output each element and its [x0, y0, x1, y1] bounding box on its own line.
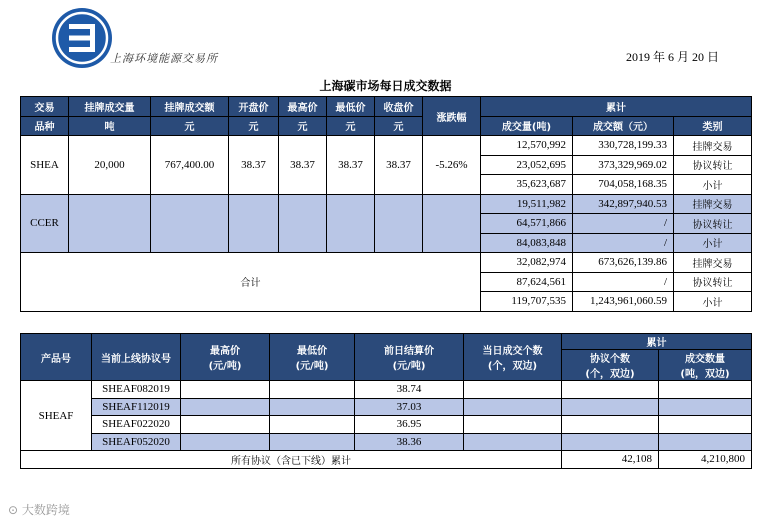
table-cell: 协议转让: [674, 272, 752, 292]
col-header-line: 最高价: [210, 346, 240, 357]
table-cell: 挂牌交易: [674, 194, 752, 214]
table-cell: [464, 433, 562, 451]
col-header: 最低价: [327, 97, 375, 117]
table-cell: 119,707,535: [481, 292, 573, 312]
table-cell: 87,624,561: [481, 272, 573, 292]
table-cell: 330,728,199.33: [573, 136, 674, 156]
table-cell: [279, 194, 327, 253]
table-cell: [659, 433, 752, 451]
table-cell: [270, 398, 355, 416]
table-cell: [69, 194, 151, 253]
table-cell: SHEAF082019: [92, 381, 181, 399]
table-cell: 小计: [674, 233, 752, 253]
col-header: [464, 334, 562, 381]
watermark-text: 大数跨境: [21, 503, 70, 517]
table-cell: [464, 416, 562, 434]
col-header: [562, 350, 659, 381]
table-cell: [659, 416, 752, 434]
table-cell: 38.36: [355, 433, 464, 451]
col-header: 元: [327, 116, 375, 136]
page-title: 上海碳市场每日成交数据: [319, 79, 452, 93]
col-header-line: (吨，双边): [680, 369, 730, 380]
table-row: [21, 416, 752, 434]
table-cell: 挂牌交易: [674, 253, 752, 273]
table-cell: [181, 398, 270, 416]
col-header-line: 协议个数: [590, 354, 630, 365]
table-cell: 64,571,866: [481, 214, 573, 234]
table-cell: 42,108: [562, 451, 659, 469]
col-header-line: (个，双边): [585, 369, 635, 380]
col-header: 挂牌成交量: [69, 97, 151, 117]
table-cell: /: [573, 272, 674, 292]
table-cell: [270, 381, 355, 399]
col-header: 开盘价: [229, 97, 279, 117]
col-header: 当前上线协议号: [92, 334, 181, 381]
col-header: [355, 334, 464, 381]
col-header: 成交量(吨): [481, 116, 573, 136]
col-header-line: (元/吨): [392, 361, 426, 372]
table-cell: SHEAF052020: [92, 433, 181, 451]
col-header: 品种: [21, 116, 69, 136]
col-header-line: 当日成交个数: [482, 346, 543, 357]
table-cell: [229, 194, 279, 253]
col-header: 累计: [481, 97, 752, 117]
col-header: [270, 334, 355, 381]
table-cell: [151, 194, 229, 253]
col-header: 元: [279, 116, 327, 136]
footer-label: 所有协议（含已下线）累计: [21, 451, 562, 469]
table-header-row: [21, 97, 752, 117]
col-header: [659, 350, 752, 381]
table-row: [21, 398, 752, 416]
total-label: 合计: [21, 253, 481, 312]
col-header: 元: [151, 116, 229, 136]
col-header: 成交额（元）: [573, 116, 674, 136]
table-cell: /: [573, 233, 674, 253]
table-cell: 协议转让: [674, 214, 752, 234]
table-cell: [562, 433, 659, 451]
table-row: [21, 381, 752, 399]
col-header-line: 最低价: [297, 346, 327, 357]
table-cell: 挂牌交易: [674, 136, 752, 156]
table-cell: [464, 381, 562, 399]
table-row: [21, 194, 752, 214]
table-header-row: [21, 334, 752, 350]
table-cell: 704,058,168.35: [573, 175, 674, 195]
table-cell: /: [573, 214, 674, 234]
product-cell: CCER: [21, 194, 69, 253]
table-row: [21, 253, 752, 273]
table-cell: [562, 398, 659, 416]
exchange-logo-icon: [51, 7, 113, 69]
table-cell: [181, 433, 270, 451]
col-header-line: (元/吨): [208, 361, 242, 372]
table-cell: 12,570,992: [481, 136, 573, 156]
table-cell: 38.37: [229, 136, 279, 195]
table-row: [21, 451, 752, 469]
table-cell: 373,329,969.02: [573, 155, 674, 175]
table-cell: 小计: [674, 292, 752, 312]
col-header: 收盘价: [375, 97, 423, 117]
table-cell: 协议转让: [674, 155, 752, 175]
table-cell: 36.95: [355, 416, 464, 434]
table-cell: 23,052,695: [481, 155, 573, 175]
col-header-line: 成交数量: [685, 354, 725, 365]
watermark: [8, 501, 70, 518]
table-cell: 38.37: [279, 136, 327, 195]
table-row: [21, 433, 752, 451]
table-cell: [181, 416, 270, 434]
table-cell: [270, 416, 355, 434]
col-header-line: 前日结算价: [384, 346, 434, 357]
table-cell: [270, 433, 355, 451]
table-cell: [659, 398, 752, 416]
col-header: 元: [375, 116, 423, 136]
table-cell: 37.03: [355, 398, 464, 416]
table-cell: 767,400.00: [151, 136, 229, 195]
col-header: 累计: [562, 334, 752, 350]
table-cell: [375, 194, 423, 253]
table-cell: 19,511,982: [481, 194, 573, 214]
table-cell: 38.37: [375, 136, 423, 195]
table-cell: [327, 194, 375, 253]
table-cell: 小计: [674, 175, 752, 195]
col-header: 挂牌成交额: [151, 97, 229, 117]
report-date: 2019 年 6 月 20 日: [625, 50, 719, 64]
table-cell: 20,000: [69, 136, 151, 195]
table-cell: [659, 381, 752, 399]
table-cell: [562, 381, 659, 399]
brand-name: 上海环境能源交易所: [110, 52, 218, 65]
table-cell: 84,083,848: [481, 233, 573, 253]
col-header: 吨: [69, 116, 151, 136]
contract-table: [20, 333, 752, 469]
table-cell: [562, 416, 659, 434]
table-cell: [464, 398, 562, 416]
table-row: [21, 136, 752, 156]
col-header: 最高价: [279, 97, 327, 117]
table-cell: 38.74: [355, 381, 464, 399]
col-header: 涨跌幅: [423, 97, 481, 136]
table-cell: 32,082,974: [481, 253, 573, 273]
table-cell: 342,897,940.53: [573, 194, 674, 214]
col-header: 类别: [674, 116, 752, 136]
col-header: 产品号: [21, 334, 92, 381]
table-cell: [181, 381, 270, 399]
table-cell: SHEAF112019: [92, 398, 181, 416]
product-cell: SHEA: [21, 136, 69, 195]
table-cell: 4,210,800: [659, 451, 752, 469]
table-cell: 673,626,139.86: [573, 253, 674, 273]
table-cell: SHEAF022020: [92, 416, 181, 434]
col-header-line: (元/吨): [295, 361, 329, 372]
table-header-row: [21, 116, 752, 136]
table-cell: [423, 194, 481, 253]
table-cell: -5.26%: [423, 136, 481, 195]
col-header: 元: [229, 116, 279, 136]
product-cell: SHEAF: [21, 381, 92, 451]
watermark-icon: ⊙: [8, 503, 19, 517]
table-cell: 35,623,687: [481, 175, 573, 195]
col-header: 交易: [21, 97, 69, 117]
table-cell: 1,243,961,060.59: [573, 292, 674, 312]
col-header-line: (个，双边): [487, 361, 538, 372]
daily-trading-table: [20, 96, 752, 312]
table-cell: 38.37: [327, 136, 375, 195]
col-header: [181, 334, 270, 381]
